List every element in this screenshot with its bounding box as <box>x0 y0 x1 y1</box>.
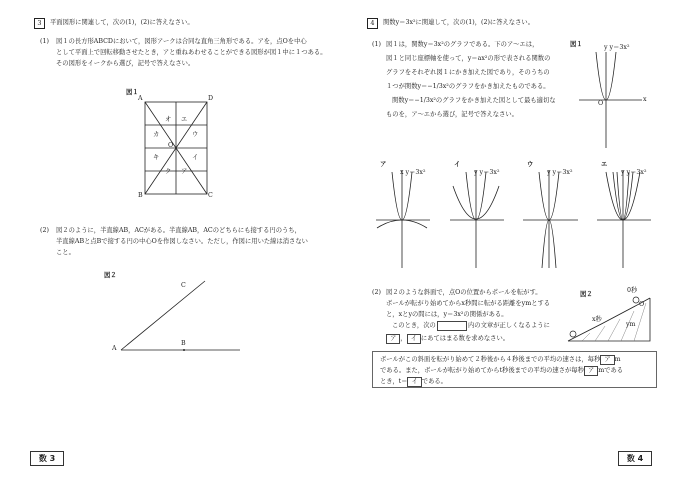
statement-line <box>380 355 621 365</box>
statement-line <box>380 366 623 376</box>
statement-text: ボールがこの斜面を転がり始めて２秒後から４秒後までの平均の速さは，毎秒 <box>380 356 601 363</box>
zero-sec-label: 0秒 <box>627 287 638 294</box>
answer-box-b: イ <box>407 377 421 387</box>
vertex-label: D <box>208 95 214 102</box>
q2-text-line: 図２のように，半直線AB，ACがある。半直線AB，ACのどちらにも接する円のうち， <box>56 227 301 234</box>
q1-text-line: １つが関数y＝−1/3x²のグラフをかき加えたものである。 <box>386 83 550 90</box>
option-label: ア <box>380 161 387 168</box>
q1-text-line: 関数y＝−1/3x²のグラフをかき加えた図として最も適切な <box>392 97 556 104</box>
figure2-label: 図２ <box>580 291 593 298</box>
q2-text-line: 図２のような斜面で，点Oの位置からボールを転がす。 <box>386 289 542 296</box>
figure2-label: 図２ <box>104 272 117 279</box>
y-m-label: ym <box>626 321 636 328</box>
statement-line <box>380 377 447 387</box>
axis-label: x <box>643 96 647 103</box>
q2-label: (2) <box>40 227 49 234</box>
q2-text-line: と，xとyの間には，y＝3x²の関係がある。 <box>386 311 508 318</box>
origin-label: O <box>598 100 604 107</box>
q1-text-line: ものを，ア～エから選び，記号で答えなさい。 <box>386 111 518 118</box>
option-curve-label: x y＝3x² <box>400 169 426 176</box>
statement-text: m <box>614 356 621 363</box>
answer-box-a: ア <box>386 334 400 344</box>
answer-box-a: ア <box>600 355 614 365</box>
figure1-label: 図１ <box>570 41 583 48</box>
option-label: ウ <box>527 161 534 168</box>
question-number-box: 3 <box>34 18 45 29</box>
answer-box-a: ア <box>584 366 598 376</box>
statement-text: である。また，ボールが転がり始めてからt秒後までの平均の速さが毎秒 <box>380 367 584 374</box>
answer-box-b: イ <box>407 334 421 344</box>
q1-text-line: として平面上で回転移動させたとき，アと重ねあわせることができる図形が図１中に１つある。 <box>56 49 327 56</box>
point-label: A <box>112 345 117 352</box>
option-label: イ <box>454 161 461 168</box>
region-label: キ <box>153 154 160 161</box>
page-number-label: 数 4 <box>618 451 652 466</box>
q1-text-line: 図１と同じ座標軸を使って，y＝ax²の形で表される関数の <box>386 55 551 62</box>
question-number-box: 4 <box>367 18 378 29</box>
region-label: ク <box>165 168 172 175</box>
center-label: O <box>168 142 174 149</box>
option-curve-label: y y＝3x² <box>621 169 647 176</box>
curve-label: y y＝3x² <box>604 44 630 51</box>
region-label: オ <box>165 116 172 123</box>
option-curve-label: y y＝3x² <box>474 169 500 176</box>
point-label: B <box>181 340 186 347</box>
question-instruction: 平面図形に関連して，次の(1)，(2)に答えなさい。 <box>50 19 194 26</box>
q2-tail: にあてはまる数を求めなさい。 <box>420 335 510 342</box>
q1-label: (1) <box>40 38 49 45</box>
vertex-label: C <box>208 192 213 199</box>
region-label: カ <box>153 131 160 138</box>
statement-text: とき，t＝ <box>380 378 408 385</box>
region-label: イ <box>192 154 199 161</box>
figure1-label: 図１ <box>126 89 139 96</box>
region-label: エ <box>181 116 188 123</box>
q1-label: (1) <box>372 41 381 48</box>
region-label: ア <box>181 168 188 175</box>
x-sec-label: x秒 <box>592 316 602 323</box>
option-label: エ <box>601 161 608 168</box>
option-curve-label: y y＝3x² <box>547 169 573 176</box>
q2-text-line: ボールが転がり始めてからx秒間に転がる距離をymとする <box>386 300 551 307</box>
q1-text-line: 図１の長方形ABCDにおいて，図形アークは合同な直角三角形である。アを，点Oを中心 <box>56 38 307 45</box>
question-instruction: 関数y＝3x²に関連して，次の(1)，(2)に答えなさい。 <box>383 19 534 26</box>
vertex-label: A <box>138 95 143 102</box>
point-label: C <box>181 282 186 289</box>
q1-text-line: その図形をイークから選び，記号で答えなさい。 <box>56 60 195 67</box>
q2-text-line: このとき，次の <box>392 322 436 329</box>
q2-text-line: ア ， イ にあてはまる数を求めなさい。 <box>386 334 509 344</box>
q2-text-line: 内の文章が正しくなるように <box>468 322 550 329</box>
vertex-label: B <box>138 192 143 199</box>
region-label: ウ <box>192 131 199 138</box>
origin-label: O <box>639 301 645 308</box>
q1-text-line: グラフをそれぞれ図１にかき加えた図であり，そのうちの <box>386 69 550 76</box>
page-number-label: 数 3 <box>30 451 64 466</box>
q2-text-line: 半直線ABと点Bで接する円の中心Oを作図しなさい。ただし，作図に用いた線は消さない <box>56 238 308 245</box>
statement-text: mである <box>598 367 624 374</box>
q1-text-line: 図１は，関数y＝3x²のグラフである。下のア～エは， <box>386 41 539 48</box>
q2-label: (2) <box>372 289 381 296</box>
q2-text-line: こと。 <box>56 249 75 256</box>
statement-text: である。 <box>421 378 447 385</box>
